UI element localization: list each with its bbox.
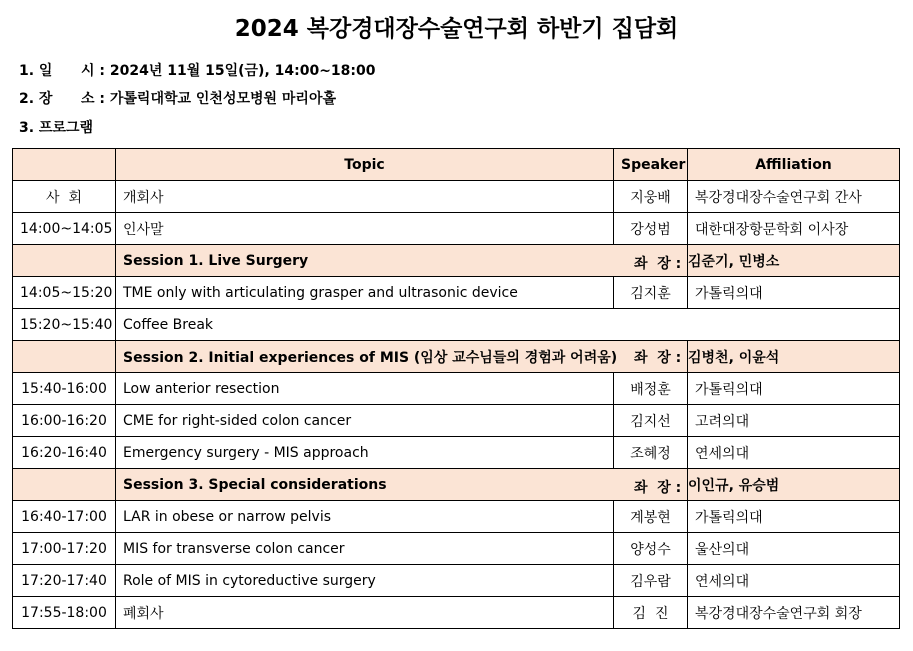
speaker-cell: 양성수 [614,533,688,565]
time-cell: 15:20~15:40 [13,309,116,341]
program-label: 3. 프로그램 [19,120,94,136]
time-cell: 17:00-17:20 [13,533,116,565]
speaker-cell: 지웅배 [614,181,688,213]
date-line [19,60,376,80]
topic-cell: CME for right-sided colon cancer [116,405,614,437]
chair-label: 좌 장 : [634,255,682,272]
header-affiliation: Affiliation [688,149,900,181]
affiliation-cell: 연세의대 [688,565,900,597]
affiliation-cell: 복강경대장수술연구회 회장 [688,597,900,629]
date-value: 2024년 11월 15일(금), 14:00~18:00 [109,63,376,79]
affiliation-cell: 가톨릭의대 [688,277,900,309]
table-row [13,597,900,629]
table-row [13,437,900,469]
session-title: Session 1. Live Surgery [123,252,309,269]
topic-cell: Low anterior resection [116,373,614,405]
speaker-cell: 김지선 [614,405,688,437]
session-header-row [13,469,900,501]
session-title: Session 2. Initial experiences of MIS (임상 교수님들의 경험과 어려움) [123,349,618,366]
place-value: 가톨릭대학교 인천성모병원 마리아홀 [109,91,337,107]
affiliation-cell: 가톨릭의대 [688,501,900,533]
header-speaker: Speaker [614,149,688,181]
speaker-cell: 배정훈 [614,373,688,405]
speaker-cell: 김우람 [614,565,688,597]
session-header-row [13,341,900,373]
topic-cell: Coffee Break [116,309,900,341]
affiliation-cell: 연세의대 [688,437,900,469]
affiliation-cell: 복강경대장수술연구회 간사 [688,181,900,213]
topic-cell: TME only with articulating grasper and ultrasonic device [116,277,614,309]
table-row [13,181,900,213]
session-chairs: 김병천, 이윤석 [688,341,900,373]
chair-label: 좌 장 : [634,479,682,496]
header-time [13,149,116,181]
session-chairs: 이인규, 유승범 [688,469,900,501]
table-row [13,405,900,437]
break-row [13,309,900,341]
table-row [13,277,900,309]
topic-cell: 인사말 [116,213,614,245]
place-label-b: 소 : [81,91,105,107]
topic-cell: 폐회사 [116,597,614,629]
place-label-a: 2. 장 [19,91,53,107]
time-cell: 14:00~14:05 [13,213,116,245]
date-label-a: 1. 일 [19,63,53,79]
time-cell: 17:20-17:40 [13,565,116,597]
time-cell: 16:20-16:40 [13,437,116,469]
table-header-row [13,149,900,181]
time-cell: 14:05~15:20 [13,277,116,309]
place-line [19,88,337,108]
time-cell: 사 회 [13,181,116,213]
time-cell: 16:40-17:00 [13,501,116,533]
date-label-b: 시 : [81,63,105,79]
schedule-table [12,148,900,629]
table-row [13,501,900,533]
topic-cell: LAR in obese or narrow pelvis [116,501,614,533]
speaker-cell: 계봉현 [614,501,688,533]
affiliation-cell: 울산의대 [688,533,900,565]
session-chairs: 김준기, 민병소 [688,245,900,277]
affiliation-cell: 대한대장항문학회 이사장 [688,213,900,245]
document-title: 2024 복강경대장수술연구회 하반기 집담회 [234,16,679,42]
speaker-cell: 강성범 [614,213,688,245]
session-title: Session 3. Special considerations [123,476,387,493]
topic-cell: MIS for transverse colon cancer [116,533,614,565]
speaker-cell: 김 진 [614,597,688,629]
speaker-cell: 김지훈 [614,277,688,309]
table-row [13,213,900,245]
session-header-row [13,245,900,277]
affiliation-cell: 고려의대 [688,405,900,437]
topic-cell: Role of MIS in cytoreductive surgery [116,565,614,597]
topic-cell: 개회사 [116,181,614,213]
table-row [13,565,900,597]
time-cell: 16:00-16:20 [13,405,116,437]
table-row [13,533,900,565]
affiliation-cell: 가톨릭의대 [688,373,900,405]
topic-cell: Emergency surgery - MIS approach [116,437,614,469]
chair-label: 좌 장 : [634,349,682,366]
time-cell: 17:55-18:00 [13,597,116,629]
speaker-cell: 조혜정 [614,437,688,469]
header-topic: Topic [116,149,614,181]
table-row [13,373,900,405]
time-cell: 15:40-16:00 [13,373,116,405]
